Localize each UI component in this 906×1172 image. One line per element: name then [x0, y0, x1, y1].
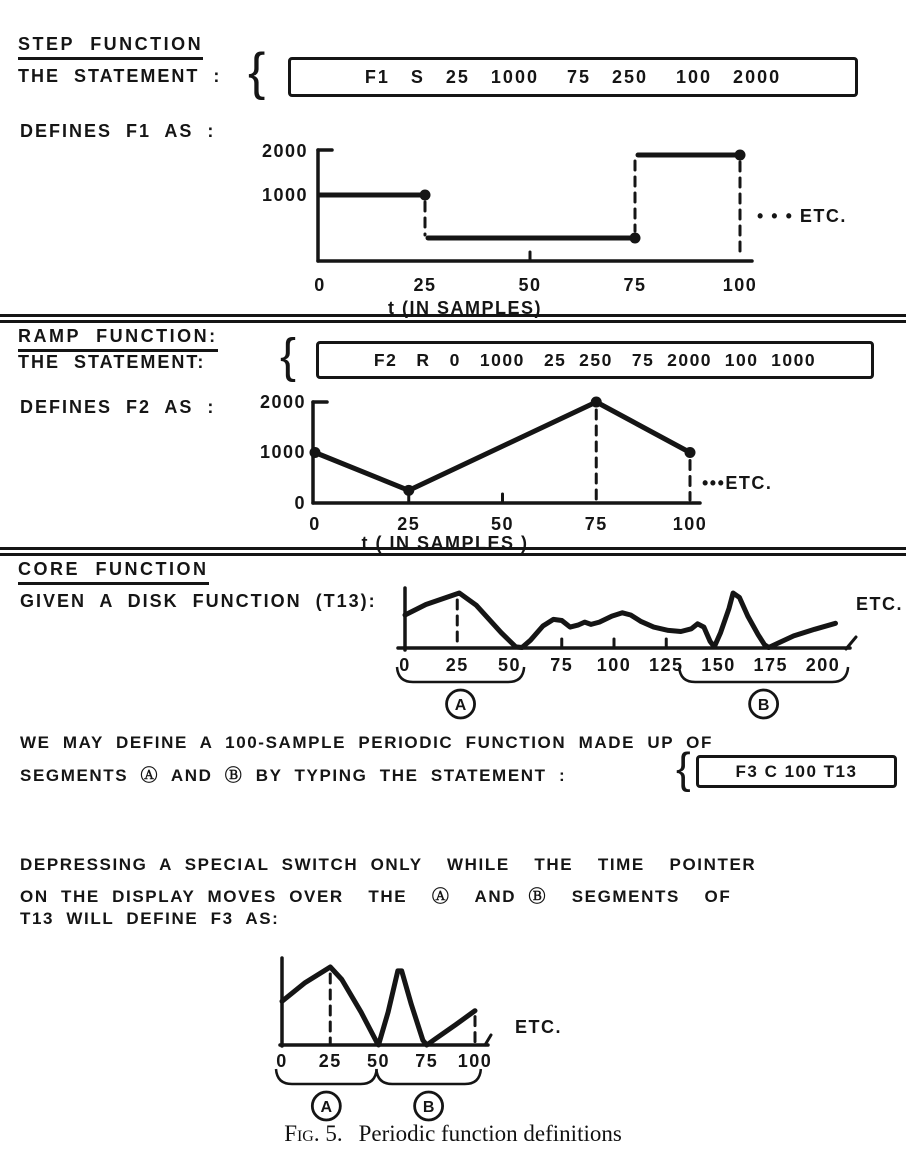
f2-etc-label: •••ETC. — [702, 473, 773, 493]
caption-fig-label: Fig. 5. — [284, 1121, 343, 1146]
t13-x-tick-label: 125 — [648, 655, 684, 675]
section-divider-1 — [0, 314, 906, 323]
f2-ramp-line — [315, 402, 690, 490]
f3-segment-A-brace — [276, 1069, 377, 1084]
f3-etc-label: ETC. — [515, 1017, 563, 1037]
step-statement-label: THE STATEMENT : — [18, 66, 222, 86]
t13-x-tick-label: 175 — [753, 655, 789, 675]
f1-data-point-dot — [630, 233, 641, 244]
step-section-title: STEP FUNCTION — [18, 34, 203, 60]
t13-curve — [405, 593, 836, 648]
t13-x-tick-label: 25 — [445, 655, 469, 675]
periodic-text-line1: WE MAY DEFINE A 100-SAMPLE PERIODIC FUNCTION MADE UP OF — [20, 733, 713, 752]
t13-segment-B-circle — [750, 690, 778, 718]
ramp-section-title: RAMP FUNCTION: — [18, 326, 218, 352]
f1-x-tick-label: 25 — [413, 275, 437, 295]
f2-data-point-dot — [591, 397, 602, 408]
t13-segment-B-label: B — [757, 697, 770, 714]
f1-x-tick-label: 75 — [623, 275, 647, 295]
f2-y-tick-label: 0 — [294, 493, 306, 513]
f1-data-point-dot — [420, 190, 431, 201]
f3-segment-B-circle — [415, 1092, 443, 1120]
t13-segment-A-circle — [447, 690, 475, 718]
f2-x-tick-label: 75 — [584, 514, 608, 534]
t13-segment-A-label: A — [454, 697, 467, 714]
ramp-statement-box — [316, 341, 874, 379]
f1-x-axis-label: t (IN SAMPLES) — [388, 298, 542, 318]
core-given-label: GIVEN A DISK FUNCTION (T13): — [20, 591, 377, 611]
f2-y-tick-label: 2000 — [259, 392, 306, 412]
caption-text: Periodic function definitions — [358, 1121, 622, 1146]
ramp-defines-label: DEFINES F2 AS : — [20, 397, 216, 417]
f2-x-tick-label: 0 — [309, 514, 321, 534]
f3-segment-A-label: A — [320, 1099, 333, 1116]
step-statement-text: F1 S 25 1000 75 250 100 2000 — [364, 66, 782, 87]
f2-x-tick-label: 25 — [397, 514, 421, 534]
switch-text-line1: DEPRESSING A SPECIAL SWITCH ONLY WHILE THE TIME POINTER — [20, 855, 757, 874]
core-section-title: CORE FUNCTION — [18, 559, 209, 585]
ramp-left-brace: { — [280, 330, 297, 383]
f2-y-tick-label: 1000 — [259, 442, 306, 462]
section-divider-2 — [0, 547, 906, 556]
f2-data-point-dot — [310, 447, 321, 458]
t13-x-tick-label: 200 — [805, 655, 841, 675]
f3-x-tick-label: 50 — [366, 1051, 391, 1071]
f2-x-axis-label: t ( IN SAMPLES ) — [361, 533, 529, 553]
f2-x-tick-label: 100 — [672, 514, 708, 534]
periodic-left-brace: { — [676, 744, 691, 793]
figure-caption — [0, 1121, 906, 1147]
f3-segment-B-brace — [376, 1069, 481, 1084]
ramp-statement-text: F2 R 0 1000 25 250 75 2000 100 1000 — [373, 349, 817, 370]
f1-x-tick-label: 100 — [722, 275, 758, 295]
switch-text-line3: T13 WILL DEFINE F3 AS: — [20, 909, 280, 928]
step-left-brace: { — [248, 43, 266, 101]
f1-y-tick-label: 2000 — [261, 141, 308, 161]
f3-segment-B-label: B — [422, 1099, 435, 1116]
f1-y-tick-label: 1000 — [261, 185, 308, 205]
t13-axis-end-flick — [846, 637, 856, 649]
f3-x-tick-label: 100 — [457, 1051, 493, 1071]
f2-x-tick-label: 50 — [490, 514, 515, 534]
f3-segment-A-circle — [312, 1092, 340, 1120]
t13-segment-B-brace — [679, 667, 848, 682]
f1-x-tick-label: 0 — [314, 275, 326, 295]
f3-x-tick-label: 25 — [318, 1051, 342, 1071]
periodic-statement-box — [696, 755, 897, 788]
f1-x-tick-label: 50 — [518, 275, 542, 295]
t13-x-tick-label: 50 — [497, 655, 522, 675]
f3-curve — [282, 967, 475, 1045]
f3-x-tick-label: 0 — [276, 1051, 288, 1071]
ramp-statement-label: THE STATEMENT: — [18, 352, 206, 372]
f2-data-point-dot — [685, 447, 696, 458]
switch-text-line2: ON THE DISPLAY MOVES OVER THE Ⓐ AND Ⓑ SEGMENTS OF — [20, 887, 732, 906]
t13-segment-A-brace — [397, 667, 524, 682]
periodic-text-line2: SEGMENTS Ⓐ AND Ⓑ BY TYPING THE STATEMENT : — [20, 766, 567, 785]
f2-data-point-dot — [403, 485, 414, 496]
t13-x-tick-label: 150 — [701, 655, 736, 675]
step-statement-box — [288, 57, 858, 97]
t13-etc-label: ETC. — [856, 594, 904, 614]
t13-x-tick-label: 100 — [596, 655, 632, 675]
f1-etc-label: • • • ETC. — [757, 206, 847, 226]
step-defines-label: DEFINES F1 AS : — [20, 121, 216, 141]
t13-x-tick-label: 75 — [550, 655, 574, 675]
t13-x-tick-label: 0 — [399, 655, 411, 675]
f3-axis-end-flick — [485, 1035, 491, 1045]
f1-data-point-dot — [735, 150, 746, 161]
f3-x-tick-label: 75 — [415, 1051, 439, 1071]
periodic-statement-text: F3 C 100 T13 — [735, 761, 858, 781]
